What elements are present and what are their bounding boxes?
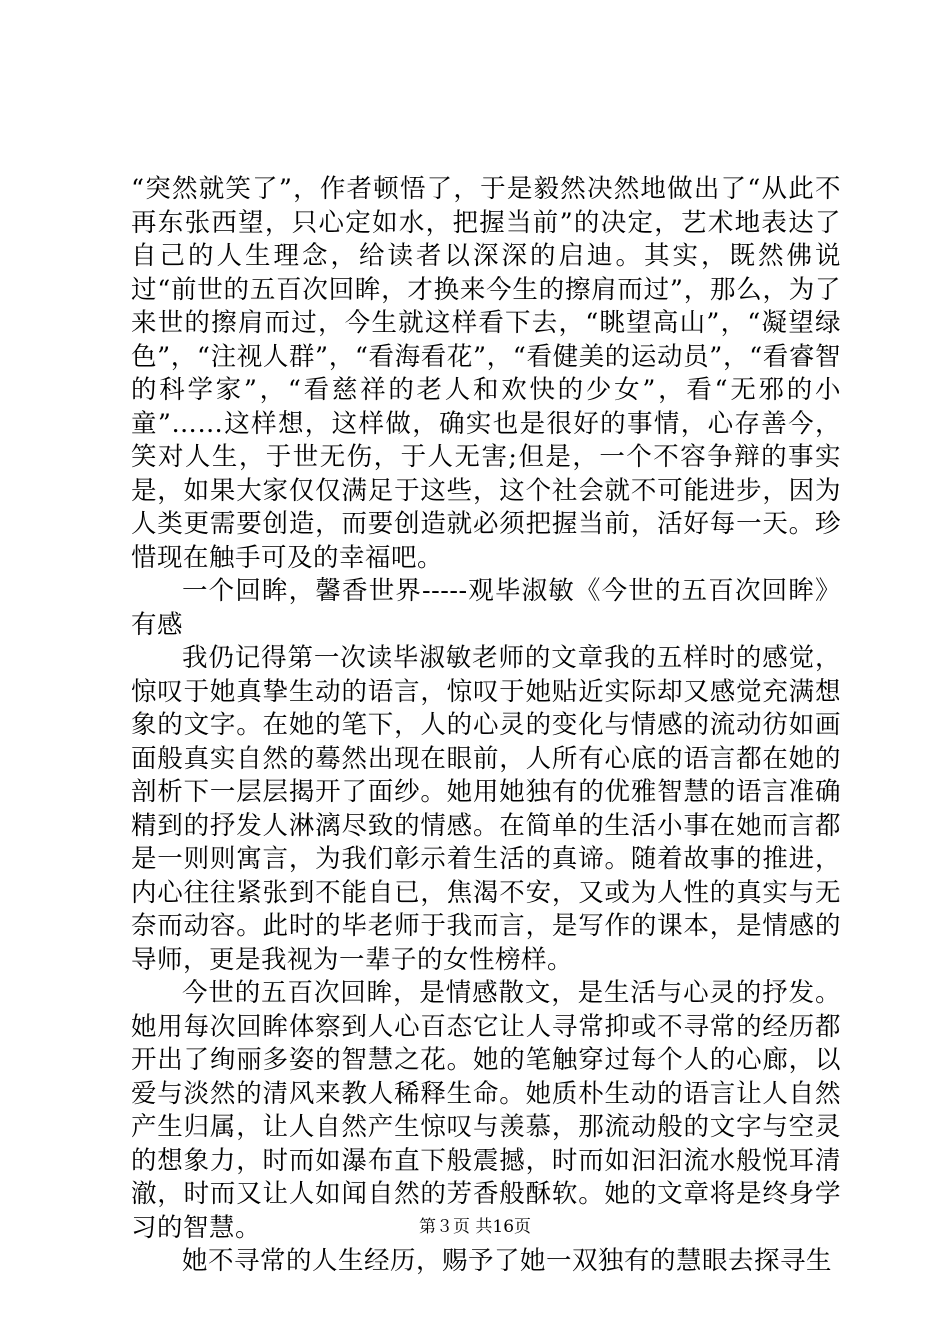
document-body	[131, 173, 841, 1279]
paragraph-5: 她不寻常的人生经历，赐予了她一双独有的慧眼去探寻生	[182, 1246, 833, 1276]
paragraph-2-heading: 一个回眸，馨香世界-----观毕淑敏《今世的五百次回眸》有感	[131, 576, 841, 640]
paragraph-1: “突然就笑了”，作者顿悟了，于是毅然决然地做出了“从此不再东张西望，只心定如水，把握当前”的决定，艺术地表达了自己的人生理念，给读者以深深的启迪。其实，既然佛说过“前世的五百次回眸，才换来今生的擦肩而过”，那么，为了来世的擦肩而过，今生就这样看下去，“眺望高山”，“凝望绿色”，“注视人群”，“看海看花”，“看健美的运动员”，“看睿智的科学家”，“看慈祥的老人和欢快的少女”，看“无邪的小童”……这样想，这样做，确实也是很好的事情，心存善今，笑对人生，于世无伤，于人无害;但是，一个不容争辩的事实是，如果大家仅仅满足于这些，这个社会就不可能进步，因为人类更需要创造，而要创造就必须把握当前，活好每一天。珍惜现在触手可及的幸福吧。	[131, 174, 841, 573]
paragraph-3: 我仍记得第一次读毕淑敏老师的文章我的五样时的感觉，惊叹于她真挚生动的语言，惊叹于她贴近实际却又感觉充满想象的文字。在她的笔下，人的心灵的变化与情感的流动彷如画面般真实自然的蓦然出现在眼前，人所有心底的语言都在她的剖析下一层层揭开了面纱。她用她独有的优雅智慧的语言准确精到的抒发人淋漓尽致的情感。在简单的生活小事在她而言都是一则则寓言，为我们彰示着生活的真谛。随着故事的推进，内心往往紧张到不能自已，焦渴不安，又或为人性的真实与无奈而动容。此时的毕老师于我而言，是写作的课本，是情感的导师，更是我视为一辈子的女性榜样。	[131, 643, 841, 975]
paragraph-4: 今世的五百次回眸，是情感散文，是生活与心灵的抒发。她用每次回眸体察到人心百态它让人寻常抑或不寻常的经历都开出了绚丽多姿的智慧之花。她的笔触穿过每个人的心廊，以爱与淡然的清风来教人稀释生命。她质朴生动的语言让人自然产生归属，让人自然产生惊叹与羡慕，那流动般的文字与空灵的想象力，时而如瀑布直下般震撼，时而如汩汩流水般悦耳清澈，时而又让人如闻自然的芳香般酥软。她的文章将是终身学习的智慧。	[131, 978, 841, 1243]
page-footer: 第３页 共16页	[418, 1217, 532, 1237]
